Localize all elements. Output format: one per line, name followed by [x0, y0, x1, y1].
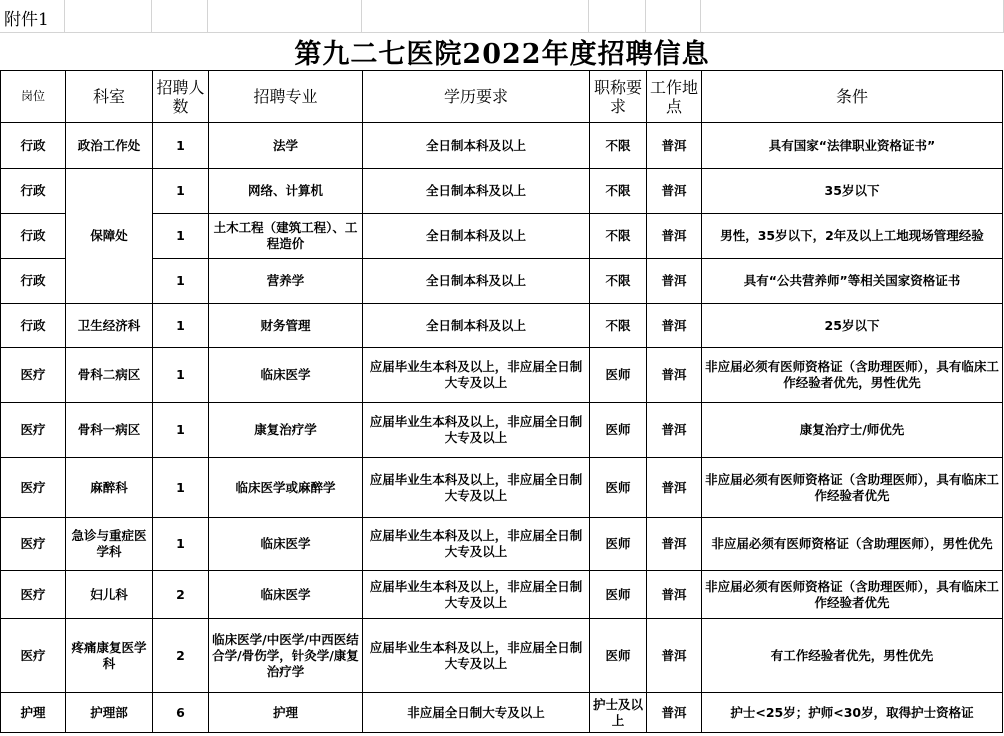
grid-cell[interactable]	[701, 0, 1004, 32]
cell-dept[interactable]: 卫生经济科	[66, 304, 153, 348]
table-row	[1, 304, 1003, 348]
table-row	[1, 458, 1003, 518]
cell-major[interactable]: 财务管理	[209, 304, 363, 348]
header-count[interactable]: 招聘人数	[153, 71, 209, 123]
table-row	[1, 518, 1003, 571]
cell-major[interactable]: 临床医学	[209, 348, 363, 403]
cell-title[interactable]: 不限	[590, 259, 647, 304]
header-post[interactable]: 岗位	[1, 71, 66, 123]
cell-title[interactable]: 不限	[590, 304, 647, 348]
cell-location[interactable]: 普洱	[647, 304, 702, 348]
cell-count[interactable]: 1	[153, 214, 209, 259]
table-row	[1, 693, 1003, 733]
header-major[interactable]: 招聘专业	[209, 71, 363, 123]
cell-major[interactable]: 网络、计算机	[209, 169, 363, 214]
cell-conditions[interactable]: 非应届必须有医师资格证（含助理医师），具有临床工作经验者优先，男性优先	[702, 348, 1003, 403]
grid-cell[interactable]	[65, 0, 152, 32]
cell-title[interactable]: 护士及以上	[590, 693, 647, 733]
cell-conditions[interactable]: 非应届必须有医师资格证（含助理医师），男性优先	[702, 518, 1003, 571]
cell-location[interactable]: 普洱	[647, 123, 702, 169]
cell-location[interactable]: 普洱	[647, 518, 702, 571]
cell-conditions[interactable]: 有工作经验者优先，男性优先	[702, 619, 1003, 693]
grid-cell[interactable]	[589, 0, 646, 32]
header-dept[interactable]: 科室	[66, 71, 153, 123]
grid-cell[interactable]	[362, 0, 589, 32]
cell-dept[interactable]: 骨科二病区	[66, 348, 153, 403]
cell-conditions[interactable]: 35岁以下	[702, 169, 1003, 214]
cell-conditions[interactable]: 康复治疗士/师优先	[702, 403, 1003, 458]
cell-count[interactable]: 6	[153, 693, 209, 733]
cell-count[interactable]: 1	[153, 123, 209, 169]
cell-post[interactable]: 行政	[1, 123, 66, 169]
cell-dept[interactable]: 保障处	[66, 169, 153, 304]
cell-location[interactable]: 普洱	[647, 169, 702, 214]
cell-dept[interactable]: 骨科一病区	[66, 403, 153, 458]
cell-post[interactable]: 护理	[1, 693, 66, 733]
cell-location[interactable]: 普洱	[647, 571, 702, 619]
cell-edu[interactable]: 应届毕业生本科及以上，非应届全日制大专及以上	[363, 458, 590, 518]
cell-edu[interactable]: 全日制本科及以上	[363, 259, 590, 304]
cell-count[interactable]: 1	[153, 458, 209, 518]
grid-cell[interactable]	[208, 0, 362, 32]
cell-edu[interactable]: 应届毕业生本科及以上，非应届全日制大专及以上	[363, 518, 590, 571]
cell-title[interactable]: 医师	[590, 458, 647, 518]
table-header-row	[1, 71, 1003, 123]
table-row	[1, 403, 1003, 458]
cell-major[interactable]: 临床医学	[209, 518, 363, 571]
cell-edu[interactable]: 应届毕业生本科及以上，非应届全日制大专及以上	[363, 619, 590, 693]
cell-post[interactable]: 医疗	[1, 348, 66, 403]
cell-dept[interactable]: 妇儿科	[66, 571, 153, 619]
table-row	[1, 123, 1003, 169]
cell-location[interactable]: 普洱	[647, 348, 702, 403]
cell-post[interactable]: 医疗	[1, 571, 66, 619]
cell-dept[interactable]: 政治工作处	[66, 123, 153, 169]
attachment-label: 附件1	[4, 10, 49, 30]
recruitment-table	[0, 70, 1003, 733]
cell-edu[interactable]: 应届毕业生本科及以上，非应届全日制大专及以上	[363, 348, 590, 403]
cell-title[interactable]: 医师	[590, 518, 647, 571]
table-row	[1, 169, 1003, 214]
header-location[interactable]: 工作地点	[647, 71, 702, 123]
cell-post[interactable]: 医疗	[1, 518, 66, 571]
cell-conditions[interactable]: 具有国家“法律职业资格证书”	[702, 123, 1003, 169]
cell-title[interactable]: 不限	[590, 123, 647, 169]
cell-major[interactable]: 法学	[209, 123, 363, 169]
cell-count[interactable]: 1	[153, 169, 209, 214]
cell-count[interactable]: 1	[153, 348, 209, 403]
cell-location[interactable]: 普洱	[647, 458, 702, 518]
spreadsheet-grid	[0, 0, 1004, 32]
cell-count[interactable]: 1	[153, 403, 209, 458]
table-row	[1, 348, 1003, 403]
cell-edu[interactable]: 应届毕业生本科及以上，非应届全日制大专及以上	[363, 571, 590, 619]
cell-title[interactable]: 医师	[590, 403, 647, 458]
cell-post[interactable]: 医疗	[1, 458, 66, 518]
cell-conditions[interactable]: 具有“公共营养师”等相关国家资格证书	[702, 259, 1003, 304]
cell-title[interactable]: 医师	[590, 571, 647, 619]
cell-edu[interactable]: 应届毕业生本科及以上，非应届全日制大专及以上	[363, 403, 590, 458]
cell-conditions[interactable]: 非应届必须有医师资格证（含助理医师），具有临床工作经验者优先	[702, 571, 1003, 619]
cell-edu[interactable]: 全日制本科及以上	[363, 214, 590, 259]
table-row	[1, 619, 1003, 693]
cell-location[interactable]: 普洱	[647, 214, 702, 259]
grid-cell[interactable]	[152, 0, 208, 32]
cell-location[interactable]: 普洱	[647, 403, 702, 458]
cell-count[interactable]: 2	[153, 619, 209, 693]
cell-edu[interactable]: 非应届全日制大专及以上	[363, 693, 590, 733]
cell-count[interactable]: 2	[153, 571, 209, 619]
cell-conditions[interactable]: 护士<25岁；护师<30岁，取得护士资格证	[702, 693, 1003, 733]
header-conditions[interactable]: 条件	[702, 71, 1003, 123]
cell-major[interactable]: 护理	[209, 693, 363, 733]
cell-count[interactable]: 1	[153, 259, 209, 304]
cell-title[interactable]: 医师	[590, 619, 647, 693]
cell-post[interactable]: 行政	[1, 304, 66, 348]
cell-edu[interactable]: 全日制本科及以上	[363, 123, 590, 169]
cell-title[interactable]: 医师	[590, 348, 647, 403]
cell-post[interactable]: 行政	[1, 169, 66, 214]
cell-major[interactable]: 土木工程（建筑工程）、工程造价	[209, 214, 363, 259]
cell-major[interactable]: 临床医学/中医学/中西医结合学/骨伤学，针灸学/康复治疗学	[209, 619, 363, 693]
cell-post[interactable]: 行政	[1, 214, 66, 259]
cell-location[interactable]: 普洱	[647, 619, 702, 693]
table-row	[1, 571, 1003, 619]
cell-major[interactable]: 康复治疗学	[209, 403, 363, 458]
cell-count[interactable]: 1	[153, 304, 209, 348]
cell-dept[interactable]: 麻醉科	[66, 458, 153, 518]
cell-location[interactable]: 普洱	[647, 259, 702, 304]
cell-count[interactable]: 1	[153, 518, 209, 571]
cell-title[interactable]: 不限	[590, 214, 647, 259]
cell-major[interactable]: 临床医学	[209, 571, 363, 619]
cell-post[interactable]: 行政	[1, 259, 66, 304]
cell-dept[interactable]: 护理部	[66, 693, 153, 733]
grid-cell[interactable]	[646, 0, 701, 32]
page-title: 第九二七医院2022年度招聘信息	[294, 39, 710, 70]
cell-major[interactable]: 营养学	[209, 259, 363, 304]
header-title[interactable]: 职称要求	[590, 71, 647, 123]
cell-post[interactable]: 医疗	[1, 619, 66, 693]
cell-dept[interactable]: 疼痛康复医学科	[66, 619, 153, 693]
header-edu[interactable]: 学历要求	[363, 71, 590, 123]
cell-post[interactable]: 医疗	[1, 403, 66, 458]
cell-conditions[interactable]: 25岁以下	[702, 304, 1003, 348]
cell-major[interactable]: 临床医学或麻醉学	[209, 458, 363, 518]
cell-edu[interactable]: 全日制本科及以上	[363, 304, 590, 348]
cell-edu[interactable]: 全日制本科及以上	[363, 169, 590, 214]
cell-conditions[interactable]: 男性，35岁以下，2年及以上工地现场管理经验	[702, 214, 1003, 259]
cell-title[interactable]: 不限	[590, 169, 647, 214]
cell-location[interactable]: 普洱	[647, 693, 702, 733]
cell-dept[interactable]: 急诊与重症医学科	[66, 518, 153, 571]
cell-conditions[interactable]: 非应届必须有医师资格证（含助理医师），具有临床工作经验者优先	[702, 458, 1003, 518]
